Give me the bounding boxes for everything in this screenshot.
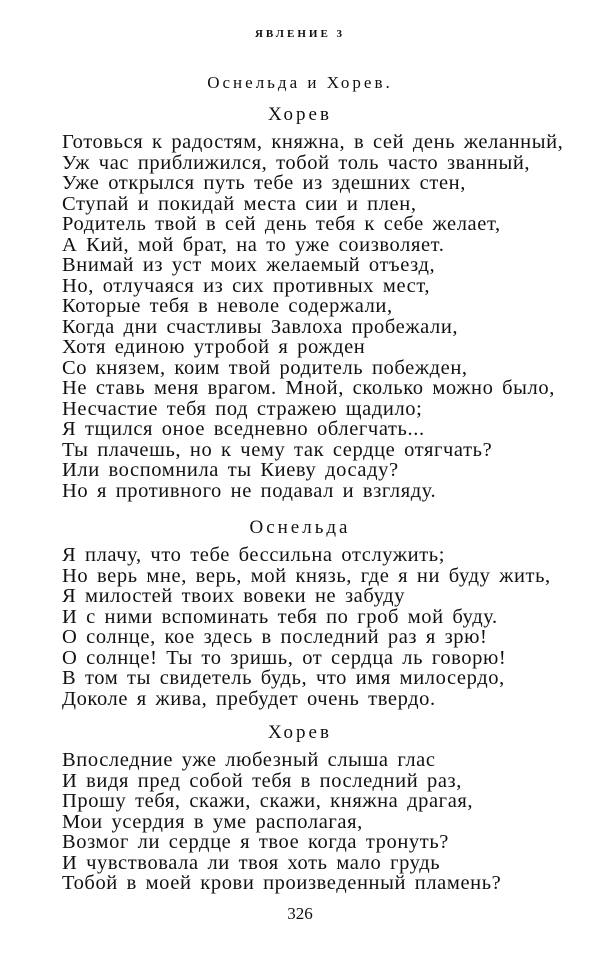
verse-line: Родитель твой в сей день тебя к себе желает, [62,213,501,235]
verse-line: А Кий, мой брат, на то уже соизволяет. [62,233,445,256]
page-number: 326 [287,904,313,923]
verse-line: Прошу тебя, скажи, скажи, княжна драгая, [62,790,474,812]
verse-line: Мои усердия в уме располагая, [62,810,363,833]
verse-line: Но верь мне, верь, мой князь, где я ни буду жить, [62,564,551,587]
verse-line: Хотя единою утробой я рожден [62,336,366,358]
verse-line: И с ними вспоминать тебя по гроб мой буду. [62,605,498,628]
verse-line: Но я противного не подавал и взгляду. [62,479,437,502]
verse-line: В том ты свидетель будь, что имя милосердо, [62,667,505,689]
verse-line: Я плачу, что тебе бессильна отслужить; [62,544,445,566]
verse-line: Возмог ли сердце я твое когда тронуть? [62,831,449,853]
verse-line: Готовься к радостям, княжна, в сей день желанный, [62,131,564,153]
verse-block [62,750,582,894]
verse-line: Внимай из уст моих желаемый отъезд, [62,254,436,276]
verse-line: Уже открылся путь тебе из здешних стен, [62,172,466,194]
speaker-name: Хорев [268,104,332,125]
verse-line: Доколе я жива, пребудет очень твердо. [62,687,436,710]
verse-line: Несчастие тебя под стражею щадило; [62,397,423,420]
verse-line: И видя пред собой тебя в последний раз, [62,769,462,792]
verse-line: Ступай и покидай места сии и плен, [62,192,417,215]
verse-block [62,545,582,709]
verse-line: Которые тебя в неволе содержали, [62,295,393,317]
scene-characters: Оснельда и Хорев. [207,73,393,92]
verse-line: О солнце, кое здесь в последний раз я зрю! [62,626,488,648]
speaker-name: Хорев [268,722,332,743]
verse-line: Ты плачешь, но к чему так сердце отягчать? [62,438,493,461]
verse-line: Или воспомнила ты Киеву досаду? [62,459,399,481]
verse-line: Я тщился оное вседневно облегчать... [62,418,425,440]
verse-line: О солнце! Ты то зришь, от сердца ль говорю! [62,646,507,669]
verse-line: И чувствовала ли твоя хоть мало грудь [62,851,441,874]
verse-line: Со князем, коим твой родитель побежден, [62,356,468,379]
verse-block [62,132,582,501]
verse-line: Тобой в моей крови произведенный пламень? [62,872,502,894]
verse-line: Но, отлучаяся из сих противных мест, [62,274,431,297]
verse-line: Впоследние уже любезный слыша глас [62,749,436,771]
verse-line: Уж час приближился, тобой толь часто званный, [62,151,531,174]
verse-line: Когда дни счастливы Завлоха пробежали, [62,315,459,338]
act-title: ЯВЛЕНИЕ 3 [254,28,346,40]
verse-line: Не ставь меня врагом. Мной, сколько можно было, [62,377,555,399]
speaker-name: Оснельда [249,517,351,538]
verse-line: Я милостей твоих вовеки не забуду [62,585,406,607]
